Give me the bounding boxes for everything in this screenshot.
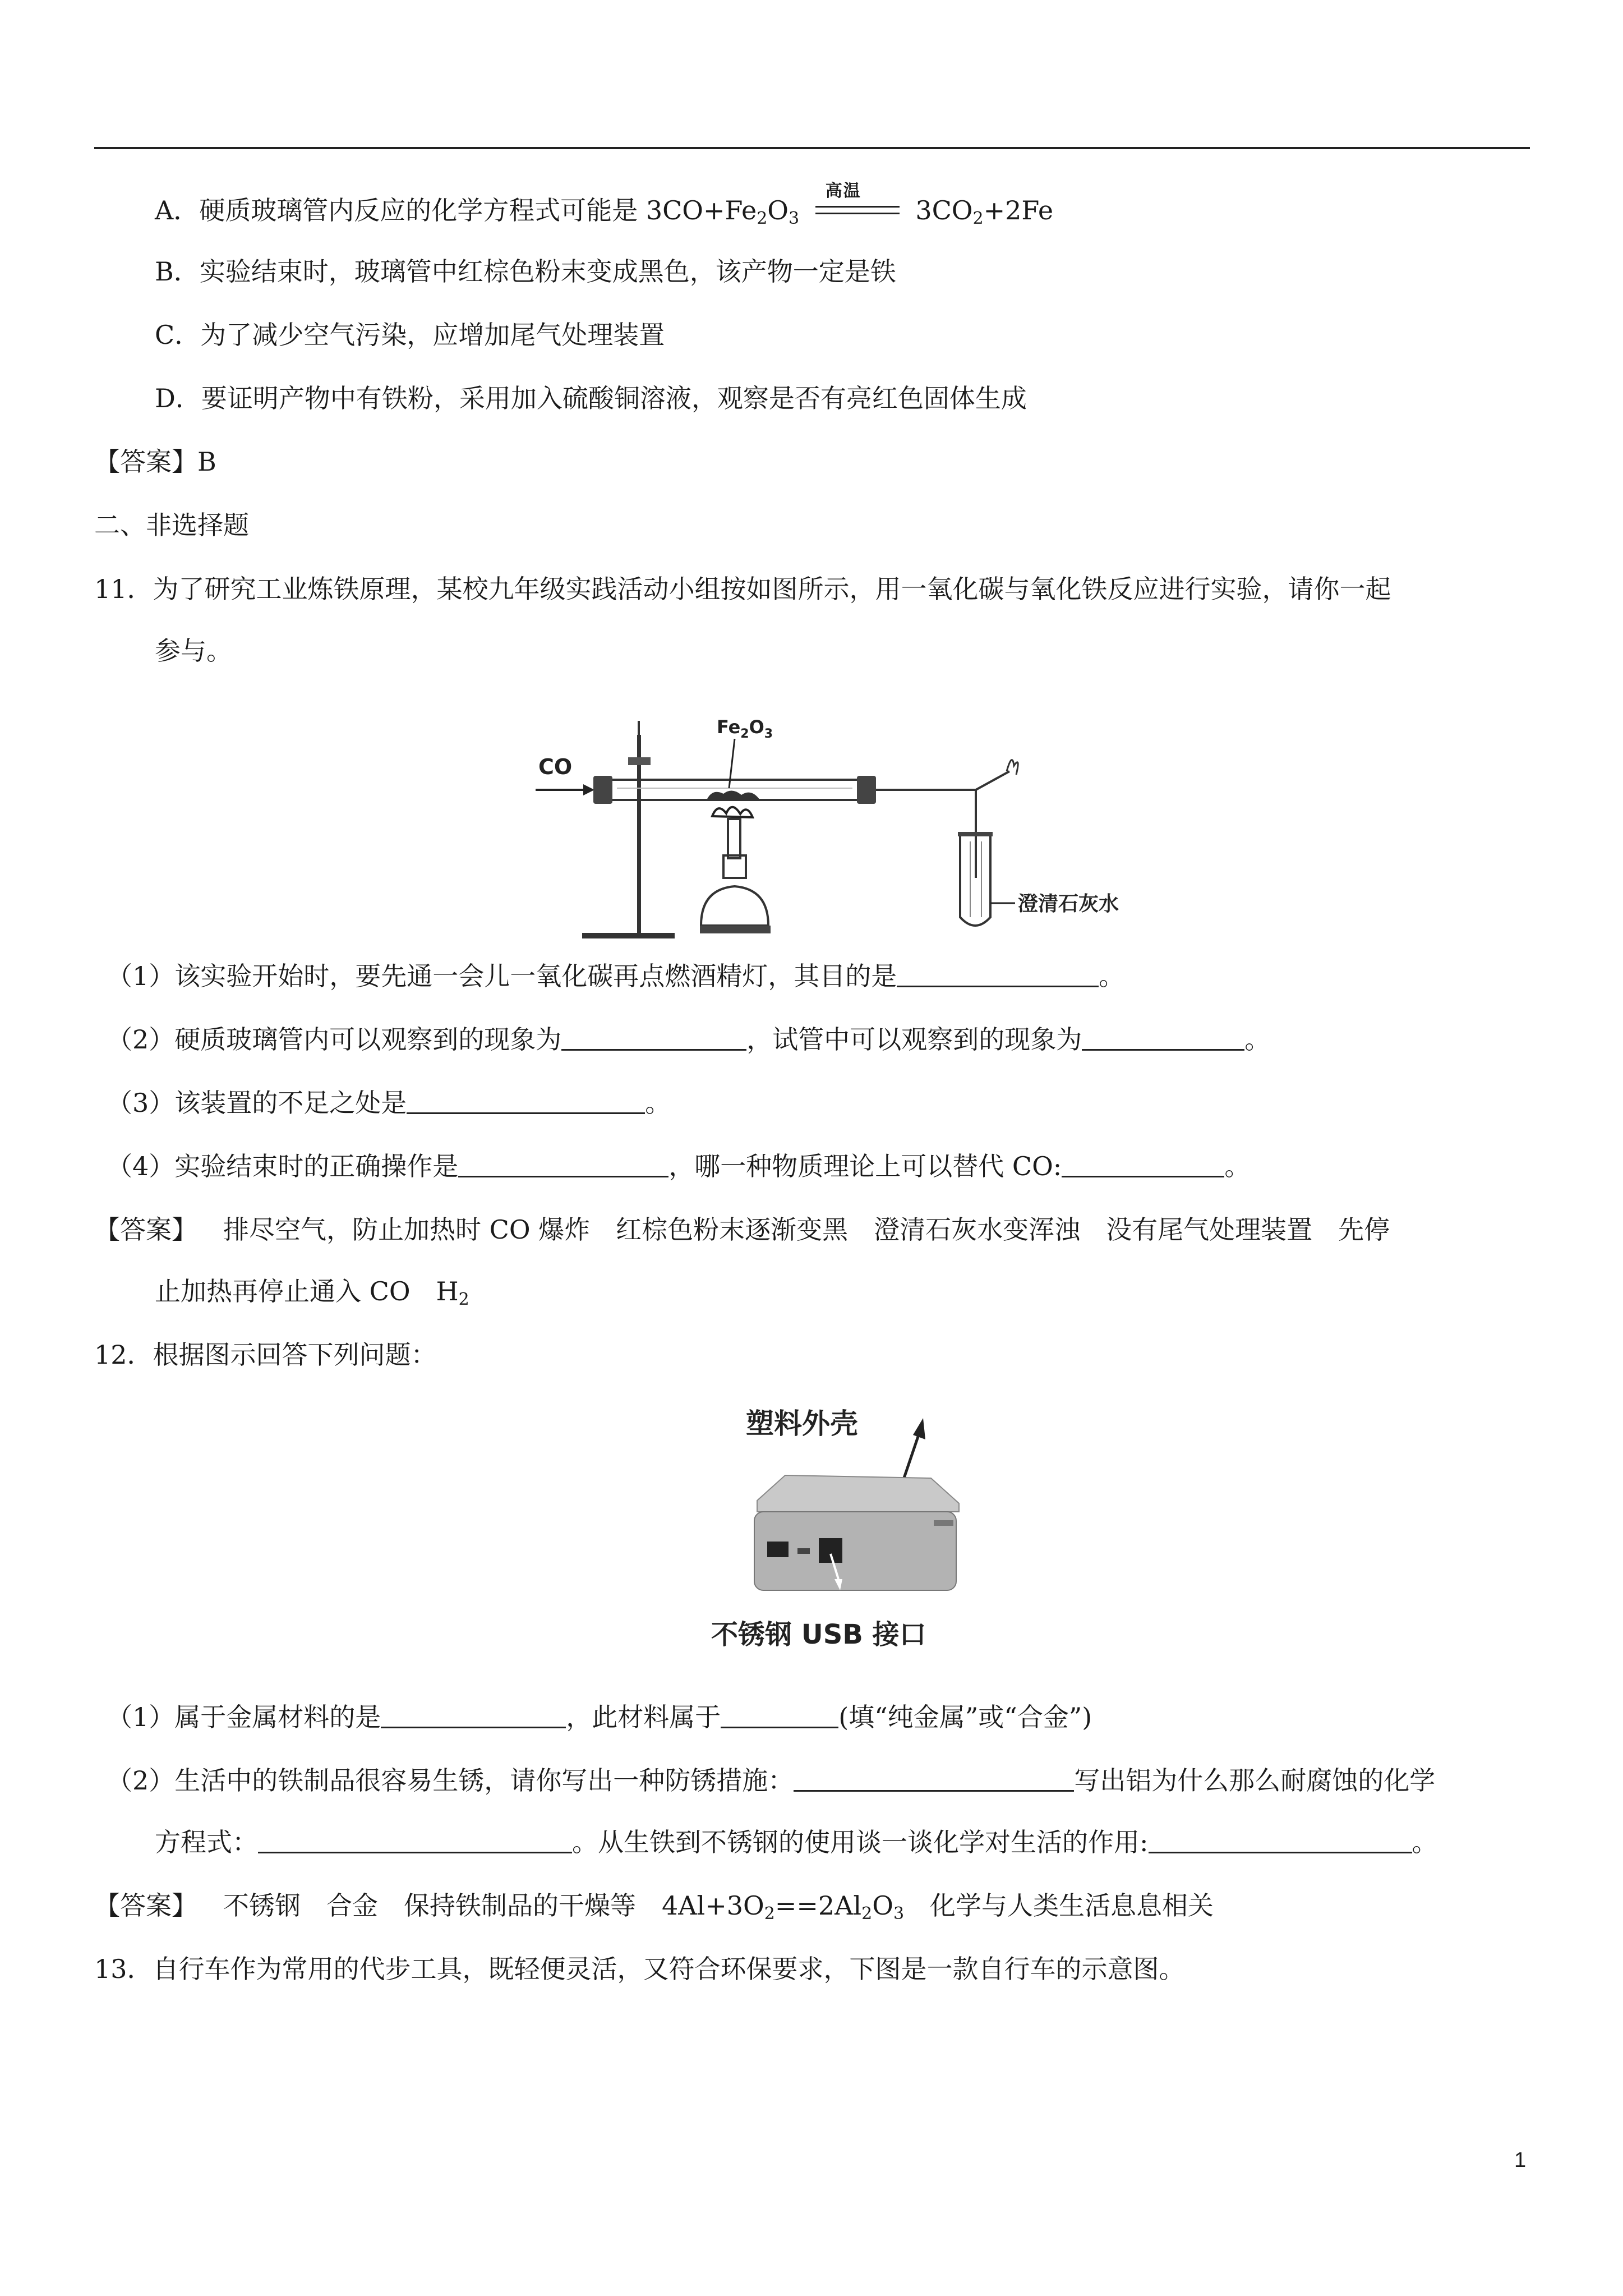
co-label: CO [538, 754, 573, 779]
usb-port-label: 不锈钢 USB 接口 [711, 1619, 926, 1650]
answer-blank[interactable] [1062, 1151, 1224, 1177]
answer-blank[interactable] [407, 1088, 645, 1114]
q11-part1: （1）该实验开始时，要先通一会儿一氧化碳再点燃酒精灯，其目的是 。 [107, 961, 1125, 991]
q11-answer-cont: 止加热再停止通入 CO $H_2$ [155, 1276, 469, 1309]
page-number: 1 [1514, 2148, 1527, 2172]
answer-blank[interactable] [458, 1151, 668, 1177]
plastic-shell-label: 塑料外壳 [746, 1407, 858, 1440]
answer-blank[interactable] [561, 1024, 746, 1051]
high-temp-equals-sign: 高温 [815, 200, 900, 225]
limewater-label: 澄清石灰水 [1018, 892, 1119, 915]
q12-part2: （2）生活中的铁制品很容易生锈，请你写出一种防锈措施： 写出铝为什么那么耐腐蚀的化学 [107, 1765, 1436, 1796]
q12-part1: （1）属于金属材料的是 ，此材料属于 (填“纯金属”或“合金”) [107, 1702, 1092, 1732]
answer-blank[interactable] [381, 1702, 566, 1728]
q11-stem-cont: 参与。 [155, 636, 232, 666]
answer-blank[interactable] [897, 961, 1099, 987]
iron-smelting-apparatus-figure [533, 704, 1122, 945]
q11-part3: （3）该装置的不足之处是 。 [107, 1088, 671, 1118]
q12-answer: 【答案】 不锈钢 合金 保持铁制品的干燥等 $4Al+3O_2==2Al_2O_3$ 化学与人类生活息息相关 [94, 1890, 1214, 1924]
header-rule [94, 147, 1530, 149]
answer-blank[interactable] [794, 1765, 1074, 1792]
q11-answer: 【答案】 排尽空气，防止加热时 CO 爆炸 红棕色粉末逐渐变黑 澄清石灰水变浑浊 没有尾气处理装置 先停 [94, 1214, 1390, 1245]
answer-blank[interactable] [1082, 1024, 1244, 1051]
q10-option-b: B．实验结束时，玻璃管中红棕色粉末变成黑色，该产物一定是铁 [155, 256, 896, 287]
section-title: 二、非选择题 [94, 510, 249, 540]
answer-blank[interactable] [1149, 1827, 1412, 1853]
q11-stem: 11．为了研究工业炼铁原理，某校九年级实践活动小组按如图所示，用一氧化碳与氧化铁反应进行实验，请你一起 [94, 574, 1391, 604]
fe2o3-label: $Fe_2O_3$ [717, 716, 773, 741]
q10-option-c: C．为了减少空气污染，应增加尾气处理装置 [155, 320, 665, 350]
q12-part2-cont: 方程式： 。从生铁到不锈钢的使用谈一谈化学对生活的作用: 。 [155, 1827, 1438, 1857]
q12-stem: 12．根据图示回答下列问题： [94, 1340, 437, 1370]
arrow-up-icon [913, 1418, 925, 1439]
q11-part4: （4）实验结束时的正确操作是 ，哪一种物质理论上可以替代 CO: 。 [107, 1151, 1251, 1181]
arrow-right-icon [583, 784, 594, 795]
q10-option-a: A．硬质玻璃管内反应的化学方程式可能是 $3CO+Fe_2O_3$ 高温 $3CO_2+2Fe$ [155, 181, 1054, 228]
q10-option-d: D．要证明产物中有铁粉，采用加入硫酸铜溶液，观察是否有亮红色固体生成 [155, 383, 1027, 413]
power-bank-figure [701, 1391, 970, 1655]
answer-blank[interactable] [258, 1827, 572, 1853]
q13-stem: 13．自行车作为常用的代步工具，既轻便灵活，又符合环保要求，下图是一款自行车的示意图。 [94, 1954, 1185, 1984]
answer-blank[interactable] [721, 1702, 838, 1728]
q11-part2: （2）硬质玻璃管内可以观察到的现象为 ，试管中可以观察到的现象为 。 [107, 1024, 1271, 1055]
q10-answer: 【答案】B [94, 447, 216, 477]
